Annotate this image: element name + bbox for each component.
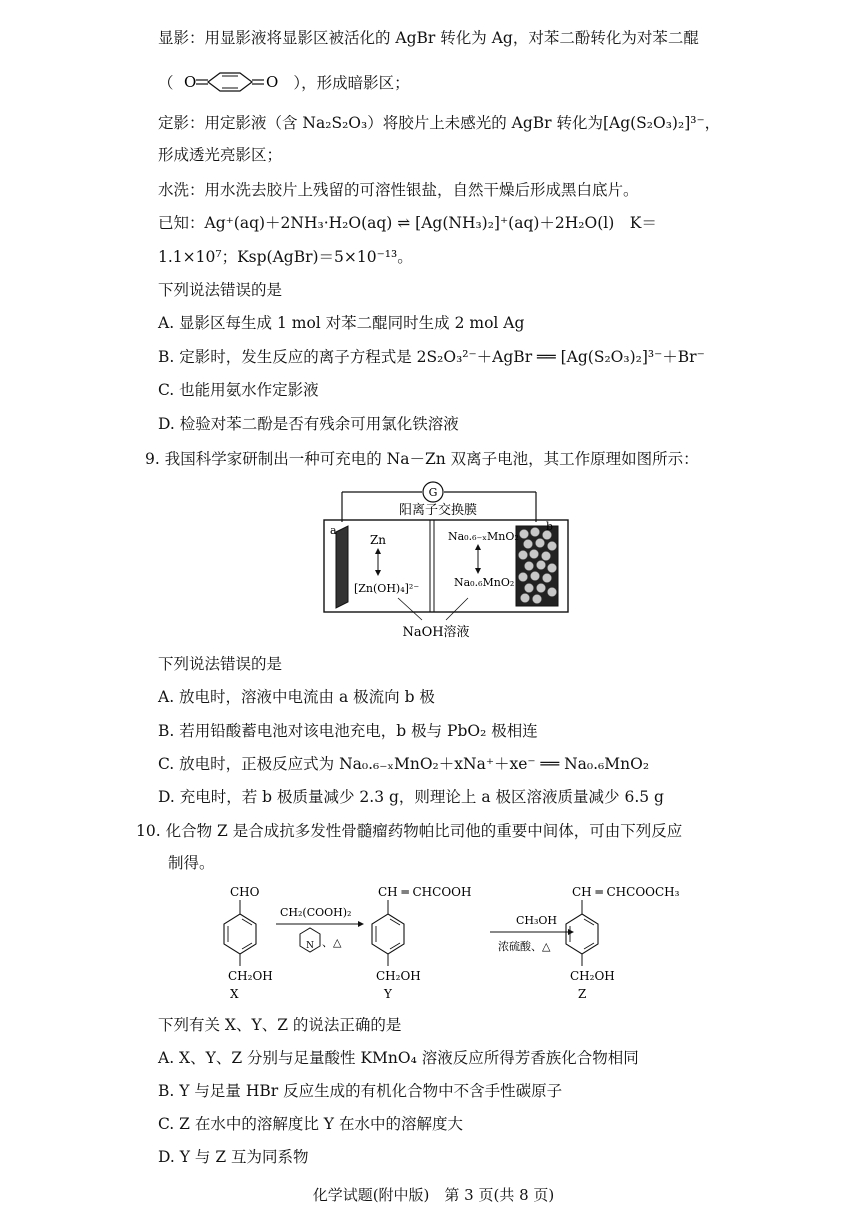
- y-label: Y: [384, 987, 392, 1001]
- q10-option-a: A. X、Y、Z 分别与足量酸性 KMnO₄ 溶液反应所得芳香族化合物相同: [158, 1049, 639, 1067]
- reagent-1-bottom: 、△: [322, 936, 342, 949]
- q10-stem: 10. 化合物 Z 是合成抗多发性骨髓瘤药物帕比司他的重要中间体，可由下列反应: [136, 822, 683, 840]
- text-line-fix-2: 形成透光亮影区；: [158, 146, 283, 164]
- quinone-o-right: O: [266, 73, 279, 91]
- na-mno2-bottom-label: Na₀.₆MnO₂: [454, 576, 515, 589]
- q10-option-b: B. Y 与足量 HBr 反应生成的有机化合物中不含手性碳原子: [158, 1082, 563, 1100]
- q8-stem: 下列说法错误的是: [158, 281, 283, 299]
- text-line-known: 已知：Ag⁺(aq)＋2NH₃·H₂O(aq) ⇌ [Ag(NH₃)₂]⁺(aq)＋2H₂O(l) K＝: [158, 214, 657, 232]
- q9-option-b: B. 若用铅酸蓄电池对该电池充电，b 极与 PbO₂ 极相连: [158, 722, 538, 740]
- q10-stem-2: 制得。: [168, 854, 215, 872]
- battery-diagram: [318, 480, 578, 645]
- q9-option-a: A. 放电时，溶液中电流由 a 极流向 b 极: [158, 688, 435, 706]
- electrode-a-label: a: [330, 524, 337, 537]
- q8-option-c: C. 也能用氨水作定影液: [158, 381, 319, 399]
- q9-stem-2: 下列说法错误的是: [158, 655, 283, 673]
- x-label: X: [230, 987, 239, 1001]
- y-top-group: CH ═ CHCOOH: [378, 885, 472, 899]
- galvanometer-label: G: [428, 486, 438, 499]
- reaction-scheme: [200, 878, 720, 1013]
- zn-label: Zn: [369, 533, 387, 547]
- page-footer: 化学试题(附中版) 第 3 页(共 8 页): [312, 1186, 555, 1204]
- zinc-electrode: [336, 526, 348, 608]
- benzene-ring-z: [566, 914, 598, 954]
- q9-option-d: D. 充电时，若 b 极质量减少 2.3 g，则理论上 a 极区溶液质量减少 6.5 g: [158, 788, 664, 806]
- quinone-o-left: O: [184, 73, 197, 91]
- z-bottom-group: CH₂OH: [570, 969, 615, 983]
- text-line-known-2: 1.1×10⁷；Ksp(AgBr)＝5×10⁻¹³。: [158, 248, 413, 266]
- reagent-1-top: CH₂(COOH)₂: [280, 906, 352, 919]
- q8-option-b: B. 定影时，发生反应的离子方程式是 2S₂O₃²⁻＋AgBr ══ [Ag(S₂O₃)₂]³⁻＋Br⁻: [158, 348, 705, 366]
- quinone-line: （ O O ），形成暗影区；: [158, 70, 410, 94]
- membrane-label: 阳离子交换膜: [398, 503, 478, 518]
- q10-option-d: D. Y 与 Z 互为同系物: [158, 1148, 309, 1166]
- q10-option-c: C. Z 在水中的溶解度比 Y 在水中的溶解度大: [158, 1115, 463, 1133]
- q9-option-c: C. 放电时，正极反应式为 Na₀.₆₋ₓMnO₂＋xNa⁺＋xe⁻ ══ Na₀.₆MnO₂: [158, 755, 650, 773]
- benzene-ring-y: [372, 914, 404, 954]
- x-bottom-group: CH₂OH: [228, 969, 273, 983]
- text-line-develop: 显影：用显影液将显影区被活化的 AgBr 转化为 Ag，对苯二酚转化为对苯二醌: [158, 29, 699, 47]
- na-mno2-top-label: Na₀.₆₋ₓMnO₂: [448, 530, 519, 543]
- text-line-fix: 定影：用定影液（含 Na₂S₂O₃）将胶片上未感光的 AgBr 转化为[Ag(S₂O₃)₂]³⁻，: [158, 114, 721, 132]
- naoh-label: NaOH溶液: [402, 625, 470, 640]
- benzoquinone-structure: [178, 70, 288, 94]
- z-top-group: CH ═ CHCOOCH₃: [572, 885, 680, 899]
- x-top-group: CHO: [230, 885, 260, 899]
- electrode-b-label: b: [546, 520, 554, 533]
- pyridine-n: N: [306, 941, 314, 951]
- q10-sub-stem: 下列有关 X、Y、Z 的说法正确的是: [158, 1016, 402, 1034]
- y-bottom-group: CH₂OH: [376, 969, 421, 983]
- zincate-label: [Zn(OH)₄]²⁻: [354, 582, 420, 595]
- q8-option-a: A. 显影区每生成 1 mol 对苯二醌同时生成 2 mol Ag: [158, 314, 525, 332]
- benzene-ring-x: [224, 914, 256, 954]
- text-line-wash: 水洗：用水洗去胶片上残留的可溶性银盐，自然干燥后形成黑白底片。: [158, 181, 639, 199]
- reagent-2-top: CH₃OH: [516, 914, 558, 927]
- z-label: Z: [578, 987, 587, 1001]
- q9-stem: 9. 我国科学家研制出一种可充电的 Na－Zn 双离子电池，其工作原理如图所示：: [145, 450, 699, 468]
- q8-option-d: D. 检验对苯二酚是否有残余可用氯化铁溶液: [158, 415, 459, 433]
- reagent-2-bottom: 浓硫酸、△: [498, 940, 551, 953]
